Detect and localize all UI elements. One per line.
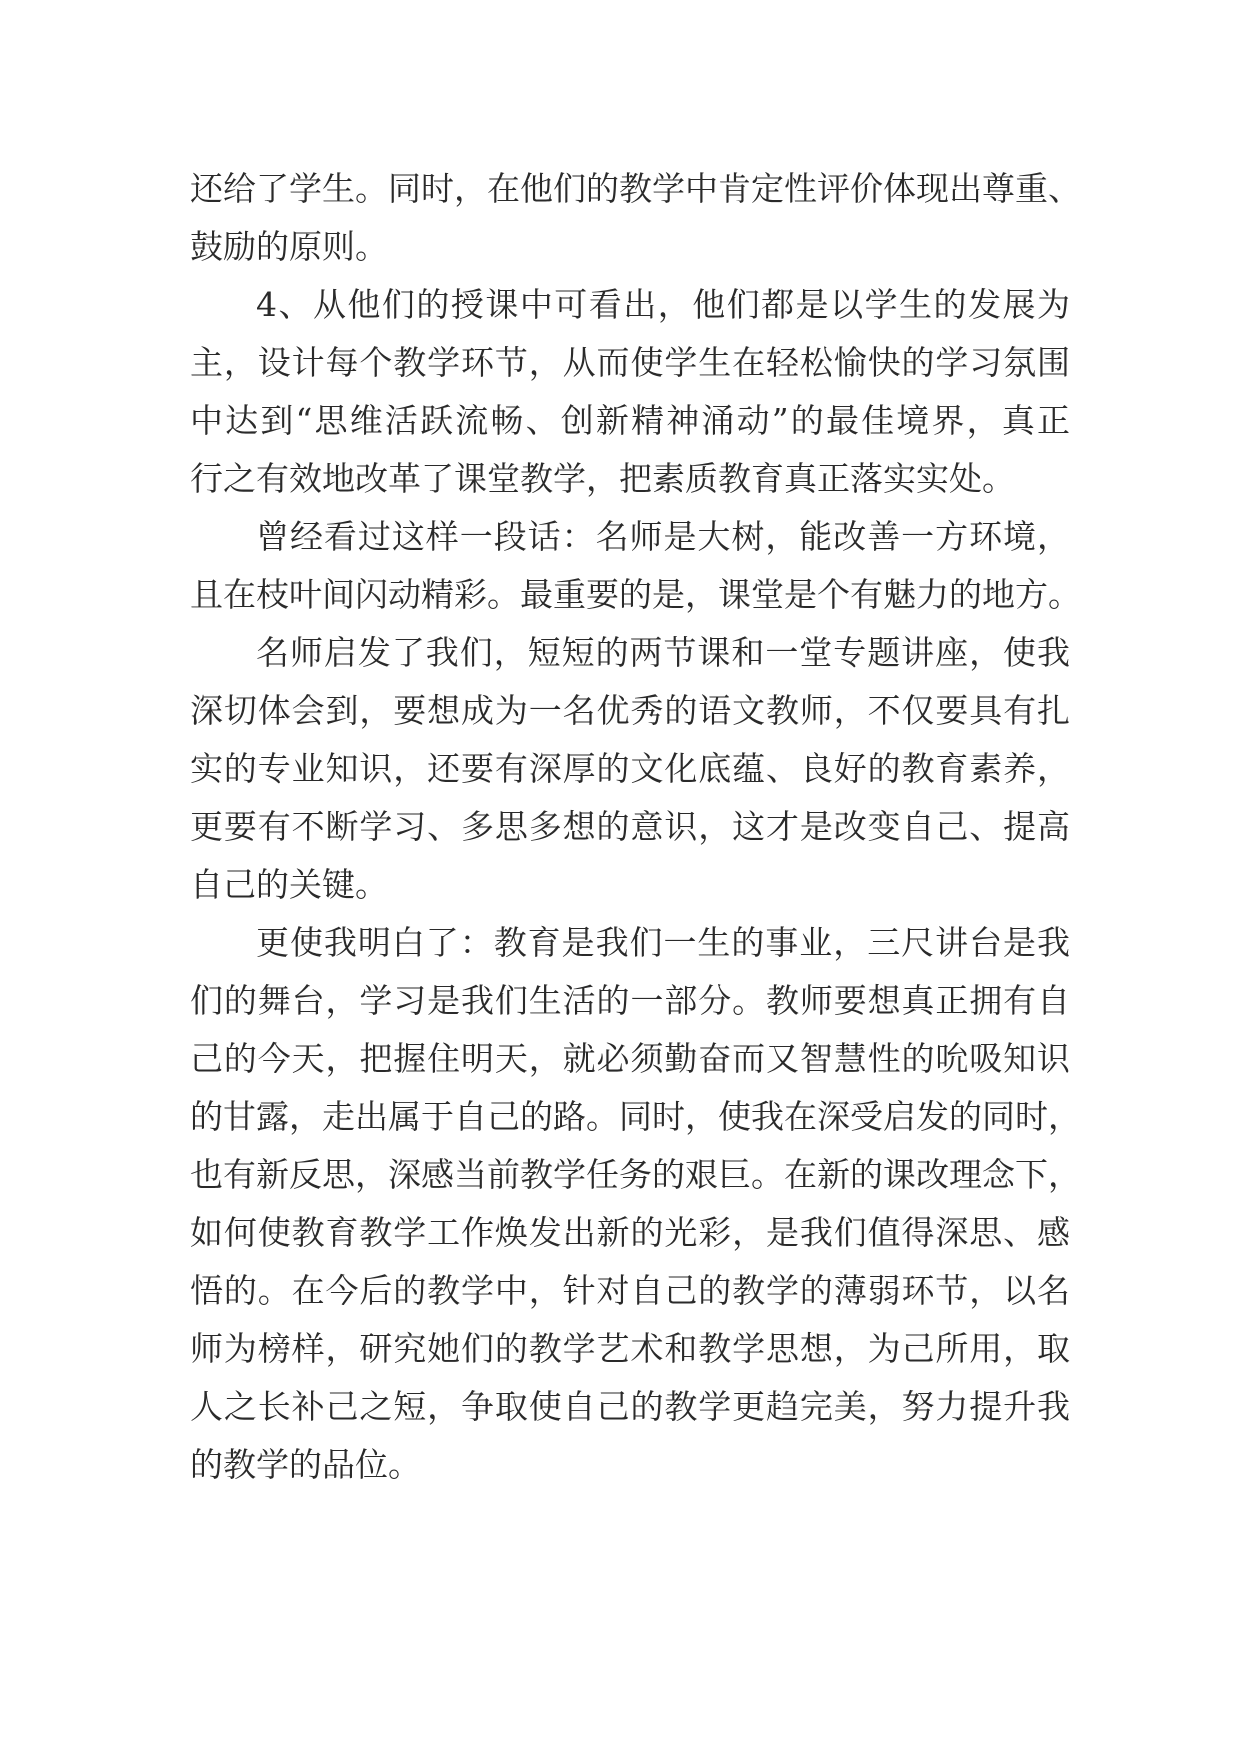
text-line: 的甘露，走出属于自己的路。同时，使我在深受启发的同时， bbox=[190, 1097, 1081, 1136]
text-line: 曾经看过这样一段话：名师是大树，能改善一方环境， bbox=[256, 517, 1070, 556]
text-line: 更使我明白了：教育是我们一生的事业，三尺讲台是我 bbox=[256, 923, 1070, 962]
text-line: 主，设计每个教学环节，从而使学生在轻松愉快的学习氛围 bbox=[190, 343, 1070, 382]
text-line: 己的今天，把握住明天，就必须勤奋而又智慧性的吮吸知识 bbox=[190, 1039, 1070, 1078]
text-line: 的教学的品位。 bbox=[190, 1445, 421, 1484]
text-line: 悟的。在今后的教学中，针对自己的教学的薄弱环节，以名 bbox=[190, 1271, 1070, 1310]
text-line: 行之有效地改革了课堂教学，把素质教育真正落实实处。 bbox=[190, 459, 1015, 498]
text-line: 人之长补己之短，争取使自己的教学更趋完美，努力提升我 bbox=[190, 1387, 1070, 1426]
text-line: 自己的关键。 bbox=[190, 865, 388, 904]
text-line: 4、从他们的授课中可看出，他们都是以学生的发展为 bbox=[256, 285, 1070, 324]
text-line: 实的专业知识，还要有深厚的文化底蕴、良好的教育素养， bbox=[190, 749, 1070, 788]
text-line: 们的舞台，学习是我们生活的一部分。教师要想真正拥有自 bbox=[190, 981, 1070, 1020]
document-body bbox=[190, 160, 1081, 1494]
text-line: 鼓励的原则。 bbox=[190, 227, 388, 266]
text-line: 名师启发了我们，短短的两节课和一堂专题讲座，使我 bbox=[256, 633, 1070, 672]
text-line: 师为榜样，研究她们的教学艺术和教学思想，为己所用，取 bbox=[190, 1329, 1070, 1368]
text-line: 更要有不断学习、多思多想的意识，这才是改变自己、提高 bbox=[190, 807, 1070, 846]
text-line: 还给了学生。同时，在他们的教学中肯定性评价体现出尊重、 bbox=[190, 169, 1081, 208]
text-line: 深切体会到，要想成为一名优秀的语文教师，不仅要具有扎 bbox=[190, 691, 1070, 730]
text-line: 也有新反思，深感当前教学任务的艰巨。在新的课改理念下， bbox=[190, 1155, 1081, 1194]
text-line: 且在枝叶间闪动精彩。最重要的是，课堂是个有魅力的地方。 bbox=[190, 575, 1081, 614]
text-line: 中达到“思维活跃流畅、创新精神涌动”的最佳境界，真正 bbox=[190, 401, 1070, 440]
text-line: 如何使教育教学工作焕发出新的光彩，是我们值得深思、感 bbox=[190, 1213, 1070, 1252]
